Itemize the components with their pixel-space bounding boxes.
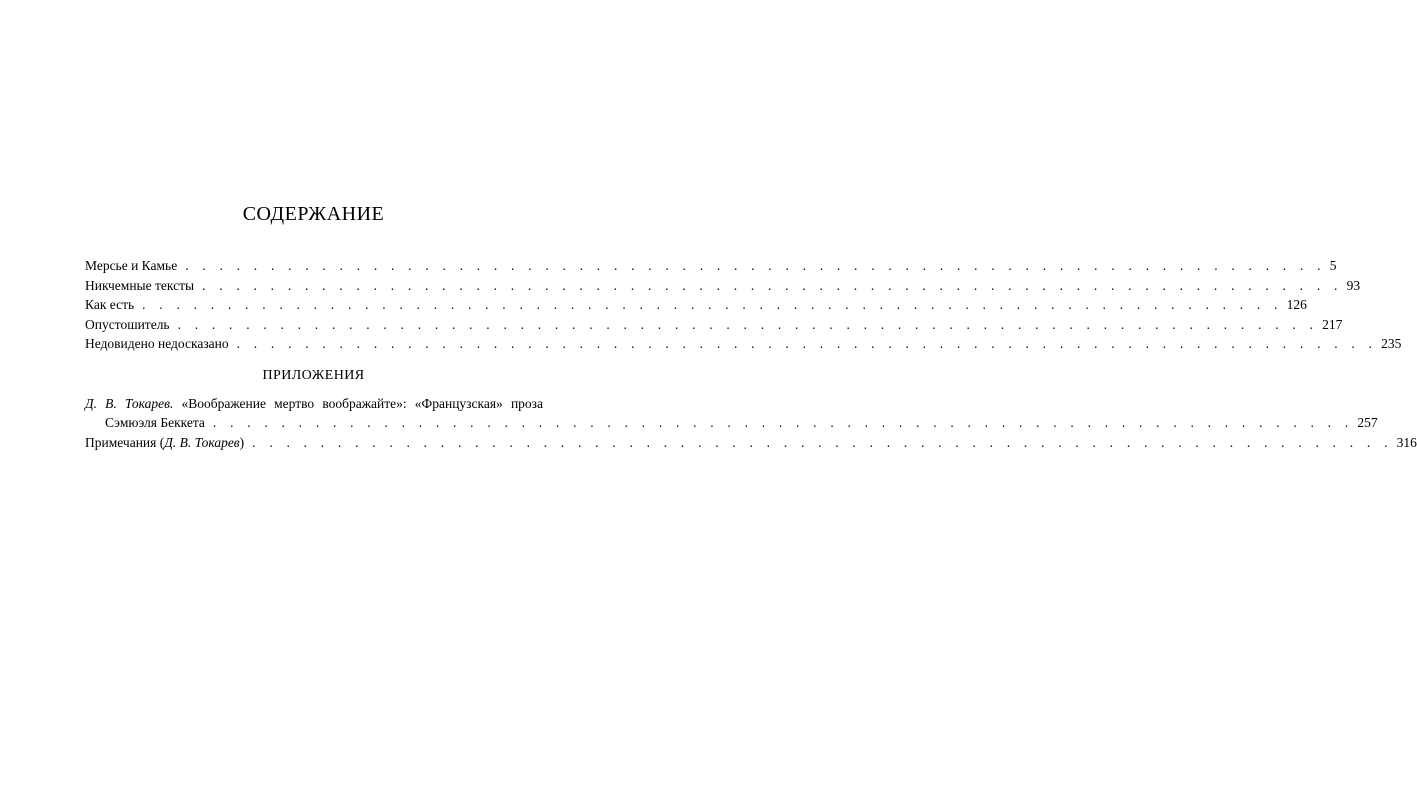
toc-main-list <box>85 256 1402 354</box>
toc-entry-label: Недовидено недосказано <box>85 336 229 352</box>
toc-dot-leader: . . . . . . . . . . . . . . . . . . . . . . . . . . . . . . . . . . . . . . . . . . . . . . . . . . . . . . . . . . . . . . . . . . . <box>142 297 1283 313</box>
toc-entry[interactable] <box>85 334 1402 354</box>
toc-entry[interactable] <box>85 295 1307 315</box>
notes-label-start: Примечания ( <box>85 434 165 450</box>
toc-entry-page: 5 <box>1329 258 1337 273</box>
toc-entry-label: Опустошитель <box>85 316 170 332</box>
toc-entry-label: Никчемные тексты <box>85 277 195 293</box>
notes-page: 316 <box>1396 434 1417 450</box>
essay-title-line1: «Воображение мертво воображайте»: «Французская» проза <box>181 396 543 411</box>
appendix-title: ПРИЛОЖЕНИЯ <box>262 368 365 383</box>
essay-first-line <box>85 394 543 413</box>
toc-entry-page: 93 <box>1346 277 1361 293</box>
toc-entry-label: Мерсье и Камье <box>85 258 178 273</box>
toc-entry[interactable] <box>85 256 1337 276</box>
notes-label-end: ) <box>239 434 245 450</box>
toc-dot-leader: . . . . . . . . . . . . . . . . . . . . . . . . . . . . . . . . . . . . . . . . . . . . . . . . . . . . . . . . . . . . . . . . . . . <box>212 415 1354 430</box>
notes-author: Д. В. Токарев <box>164 434 240 450</box>
toc-dot-leader: . . . . . . . . . . . . . . . . . . . . . . . . . . . . . . . . . . . . . . . . . . . . . . . . . . . . . . . . . . . . . . . . . . . <box>185 258 1326 273</box>
toc-entry-page: 235 <box>1381 336 1402 352</box>
toc-entry-page: 217 <box>1322 316 1343 332</box>
toc-entry[interactable] <box>85 276 1361 296</box>
toc-entry-notes[interactable] <box>85 433 1417 453</box>
toc-entry-essay[interactable] <box>85 394 1378 433</box>
essay-author: Д. В. Токарев. <box>85 396 174 411</box>
essay-title-line2: Сэмюэля Беккета <box>105 415 205 430</box>
toc-title: СОДЕРЖАНИЕ <box>242 203 385 225</box>
essay-second-line <box>85 413 1378 433</box>
toc-entry[interactable] <box>85 315 1343 335</box>
toc-dot-leader: . . . . . . . . . . . . . . . . . . . . . . . . . . . . . . . . . . . . . . . . . . . . . . . . . . . . . . . . . . . . . . . . . . . <box>202 277 1343 293</box>
toc-entry-label: Как есть <box>85 297 135 313</box>
notes-label <box>85 433 244 453</box>
toc-dot-leader: . . . . . . . . . . . . . . . . . . . . . . . . . . . . . . . . . . . . . . . . . . . . . . . . . . . . . . . . . . . . . . . . . . . <box>177 316 1319 332</box>
toc-dot-leader: . . . . . . . . . . . . . . . . . . . . . . . . . . . . . . . . . . . . . . . . . . . . . . . . . . . . . . . . . . . . . . . . . . . <box>252 434 1393 450</box>
toc-dot-leader: . . . . . . . . . . . . . . . . . . . . . . . . . . . . . . . . . . . . . . . . . . . . . . . . . . . . . . . . . . . . . . . . . . . <box>236 336 1378 352</box>
essay-page: 257 <box>1357 415 1378 430</box>
toc-appendix-list <box>85 394 1417 452</box>
toc-entry-page: 126 <box>1286 297 1307 313</box>
